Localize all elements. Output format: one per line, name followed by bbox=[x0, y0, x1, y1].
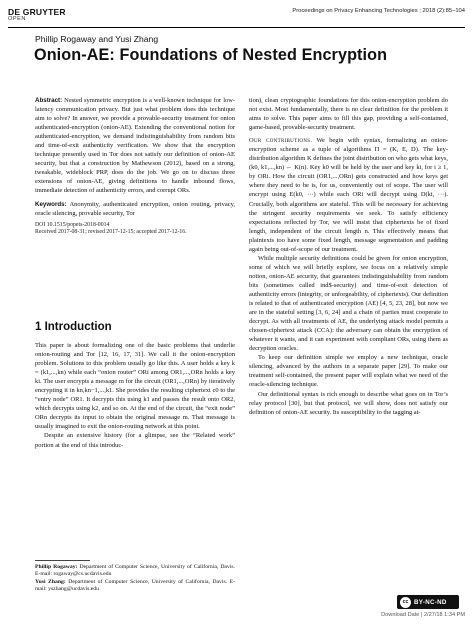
cc-license-badge[interactable] bbox=[397, 595, 459, 609]
abstract-text: Nested symmetric encryption is a well-known technique for low-latency communication privacy. But just what problem does this technique aim to solve? In answer, we provide a provable-security treatment for onion authenticated-encryption (onion-AE). Extending the conventional notion for authenticated-encryption, we demand indistinguishability from random bits and time-of-exit authenticity verification. We show that the encryption technique presently used in Tor does not satisfy our definition of onion-AE security, but that a construction by Mathewson (2012), based on a strong, tweakable, wideblock PRP, does do the job. We go on to discuss three extensions of onion-AE, giving definitions to handle inbound flows, immediate detection of authenticity errors, and corrupt ORs. bbox=[35, 97, 235, 195]
contributions-lead: Our contributions. bbox=[249, 137, 313, 145]
keywords-label: Keywords: bbox=[35, 200, 67, 208]
paper-title: Onion-AE: Foundations of Nested Encryption bbox=[34, 46, 388, 64]
footnote-name: Yusi Zhang: bbox=[35, 578, 66, 585]
download-date: Download Date | 2/27/18 1:34 PM bbox=[381, 612, 465, 618]
publisher-name: DE GRUYTER bbox=[8, 7, 66, 17]
footnote-text: Department of Computer Science, University of California, Davis. E-mail: rogaway@cs.ucdavis.edu bbox=[35, 564, 236, 578]
license-label: BY-NC-ND bbox=[414, 598, 447, 606]
contributions-text: We begin with syntax, formalizing an onion-encryption scheme as a tuple of algorithms Π = (K, E, D). The key-distribution algorithm K defines the joint distribution on who gets what keys, (k0, k1,...,kn) ← K(n). Key k0 will be held by the user and key ki, for i ≥ 1, by ORi. How the circuit (OR1,...,ORn) gets constructed and how keys get where they need to be is, for us, conveniently out of scope. The user will encrypt using E(k0, ···) while each ORi will decrypt using D(ki, ···). Crucially, both algorithms are stateful. This will be necessary for achieving the stringent security requirements we seek. To satisfy efficiency expectations reflected by Tor, we will insist that ciphertexts be of fixed length, independent of the circuit length n. This effectively means that plaintexts too have some fixed length, message segmentation and padding again being out-of-scope of our treatment. bbox=[249, 137, 448, 253]
footnote-author-2 bbox=[35, 579, 235, 594]
oracle-silencing-paragraph: To keep our definition simple we employ a new technique, oracle silencing, advanced by the authors in a separate paper [29]. To make our treatment self-contained, the present paper will explain what we need of the oracle-silencing technique. bbox=[249, 354, 448, 389]
intro-paragraph-2: Despite an extensive history (for a glimpse, see the “Related work” portion at the end of this introduc- bbox=[35, 432, 235, 449]
introduction-body bbox=[35, 341, 235, 450]
section-heading-introduction: 1 Introduction bbox=[35, 321, 112, 333]
abstract-block bbox=[35, 96, 235, 237]
intro-paragraph-1: This paper is about formalizing one of the basic problems that underlie onion-routing and Tor [12, 16, 17, 31]. We call it the onion-encryption problem. Solutions to this problem usually go like this. A user holds a key k = (k1,...,kn) while each “onion router” ORi among OR1,...,ORn holds a key ki. The user encrypts a message m for the circuit (OR1,...,ORn) by iteratively encrypting it in kn,kn−1,...,k1. She provides the resulting ciphertext c0 to the “entry node” OR1. It decrypts this using k1 and passes the result onto OR2, which decrypts using k2, and so on. At the end of the circuit, the “exit node” ORn decrypts its input to obtain the original message m. That message is usually imagined to exit the onion-routing network at this point. bbox=[35, 342, 235, 431]
footnote-author-1 bbox=[35, 564, 235, 579]
syntax-paragraph: Our definitional syntax is rich enough to describe what goes on in Tor’s relay protocol [30], but that protocol, we will show, does not satisfy our definition of onion-AE security. Its susceptibility to the tagging at- bbox=[249, 390, 448, 416]
received-line: Received 2017-08-31; revised 2017-12-15; accepted 2017-12-16. bbox=[35, 229, 187, 236]
definitions-paragraph: While multiple security definitions could be given for onion encryption, some of which we will briefly explore, we focus on a relatively simple notion, onion-AE security, that guarantees indistinguishability from random bits (sometimes called ind$-security) and time-of-exit detection of authenticity errors (integrity, or unforgeability, of ciphertexts). Our definition is related to that of authenticated encryption (AE) [4, 5, 23, 28], but now we are in the stateful setting [3, 6, 24] and a chain of parties must cooperate to decrypt. As with all treatments of AE, the underlying attack model permits a chosen-ciphertext attack (CCA): the adversary can obtain the encryption of whatever it wants, and it can experiment with compliant ORs, using them as decryption oracles. bbox=[249, 254, 448, 353]
keywords-text: Anonymity, authenticated encryption, onion routing, privacy, oracle silencing, provable security, Tor bbox=[35, 200, 235, 217]
intro-continued: tion), clean cryptographic foundations for this onion-encryption problem do not exist. Most fundamentally, there is no clear definition for the problem it aims to solve. This paper aims to fill this gap, providing a self-contained, game-based, provable-security treatment. bbox=[249, 97, 448, 132]
footnote-text: Department of Computer Science, University of California, Davis. E-mail: yszhang@ucdavis.edu bbox=[35, 578, 235, 593]
page-header bbox=[0, 0, 474, 27]
cc-icon: cc bbox=[400, 597, 411, 608]
footnote-name: Phillip Rogaway: bbox=[35, 564, 78, 570]
author-line: Phillip Rogaway and Yusi Zhang bbox=[35, 34, 159, 44]
venue-line: Proceedings on Privacy Enhancing Technologies ; 2018 (2):85–104 bbox=[292, 8, 465, 14]
right-column bbox=[249, 96, 448, 417]
contributions-paragraph bbox=[249, 136, 448, 254]
abstract-paragraph bbox=[35, 96, 235, 196]
footnote-rule bbox=[35, 560, 90, 561]
footnotes bbox=[35, 564, 235, 594]
keywords-paragraph bbox=[35, 200, 235, 218]
open-access-label: OPEN bbox=[8, 16, 26, 22]
abstract-label: Abstract: bbox=[35, 97, 63, 104]
doi-line[interactable]: DOI 10.1515/popets-2018-0014 bbox=[35, 221, 110, 228]
header-rule bbox=[8, 27, 465, 28]
